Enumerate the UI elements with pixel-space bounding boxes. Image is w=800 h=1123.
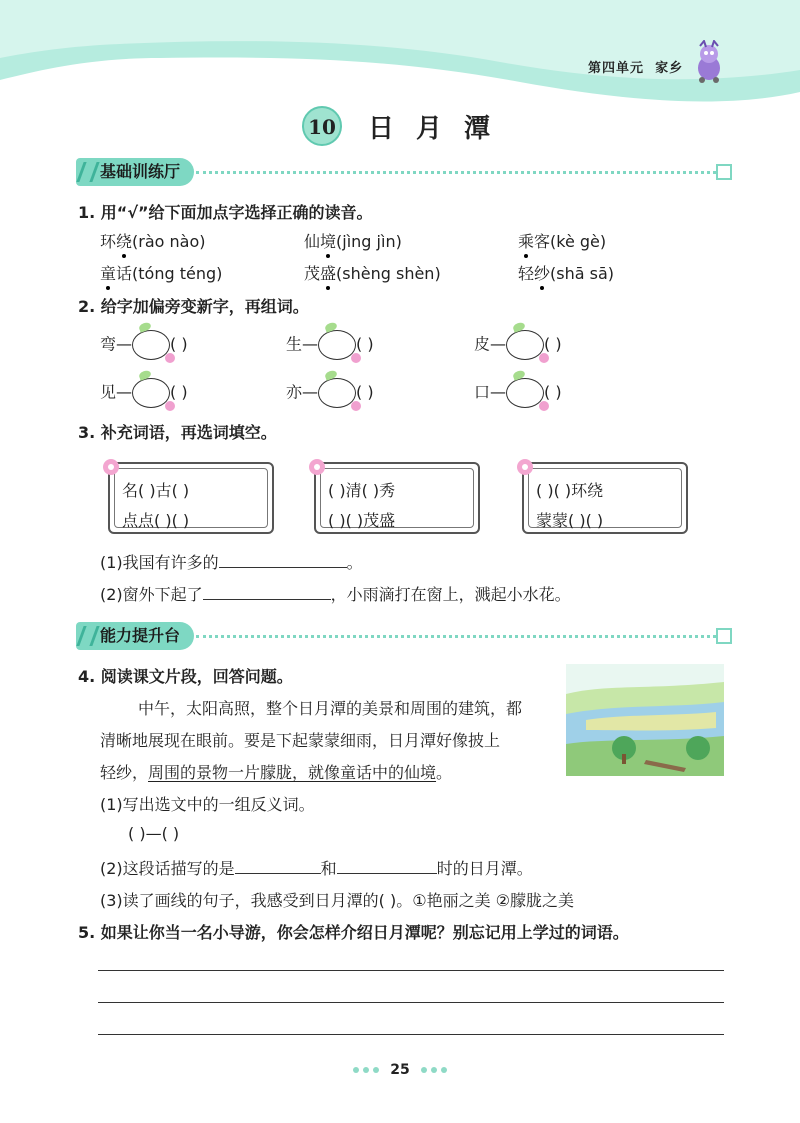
dotted-char: 纱: [534, 261, 550, 284]
passage-line: 轻纱，周围的景物一片朦胧，就像童话中的仙境。: [100, 763, 453, 782]
unit-topic: 家乡: [655, 61, 684, 76]
flower-icon: [306, 456, 328, 478]
page-number: 25: [390, 1062, 410, 1078]
word-blank[interactable]: ( ): [356, 334, 374, 354]
question-4: [78, 664, 293, 687]
section-end-marker: [716, 164, 732, 180]
question-number: 1.: [78, 203, 96, 222]
radical-item: 口— ( ): [474, 378, 562, 408]
fill-blank[interactable]: [235, 859, 321, 874]
question-prompt: 给字加偏旁变新字，再组词。: [100, 297, 309, 316]
radical-oval[interactable]: [318, 330, 356, 360]
fill-blank[interactable]: [203, 585, 331, 600]
sub-question-2: (2)这段话描写的是 和 时的日月潭。: [100, 859, 533, 878]
radical-item: 见— ( ): [100, 378, 188, 408]
question-prompt: 用“√”给下面加点字选择正确的读音。: [100, 203, 373, 222]
word-card: [108, 462, 274, 534]
word-card: [522, 462, 688, 534]
pinyin-item: 环绕(rào nào): [100, 229, 206, 252]
antonym-blank[interactable]: ( )—( ): [128, 824, 180, 843]
flower-icon: [514, 456, 536, 478]
question-1: [78, 200, 373, 223]
pinyin-item: 乘客(kè gè): [518, 229, 606, 252]
question-prompt: 阅读课文片段，回答问题。: [100, 667, 293, 686]
question-5: [78, 920, 629, 943]
pinyin-options[interactable]: (shèng shèn): [336, 264, 441, 283]
card-line[interactable]: ( )清( )秀: [328, 481, 396, 500]
writing-line[interactable]: [98, 970, 724, 971]
dotted-char: 童: [100, 261, 116, 284]
lake-scene-illustration: [566, 664, 724, 776]
writing-line[interactable]: [98, 1034, 724, 1035]
section-divider: [196, 171, 716, 174]
card-line[interactable]: ( )( )环绕: [536, 481, 604, 500]
radical-item: 亦— ( ): [286, 378, 374, 408]
pinyin-options[interactable]: (shā sā): [550, 264, 615, 283]
dotted-char: 境: [320, 229, 336, 252]
question-number: 5.: [78, 923, 96, 942]
sub-question-3[interactable]: (3)读了画线的句子，我感受到日月潭的( )。①艳丽之美 ②朦胧之美: [100, 891, 575, 910]
card-line[interactable]: ( )( )茂盛: [328, 511, 396, 530]
word-blank[interactable]: ( ): [544, 334, 562, 354]
sub-question-1: (1)写出选文中的一组反义词。: [100, 795, 315, 814]
section-divider: [196, 635, 716, 638]
word-card: [314, 462, 480, 534]
dotted-char: 盛: [320, 261, 336, 284]
radical-oval[interactable]: [132, 330, 170, 360]
card-line[interactable]: 点点( )( ): [122, 511, 190, 530]
unit-number: 第四单元: [588, 61, 645, 76]
word-blank[interactable]: ( ): [170, 334, 188, 354]
unit-label: [588, 57, 683, 76]
page-footer: [0, 1062, 800, 1078]
lesson-title: 日月潭: [368, 114, 513, 144]
radical-oval[interactable]: [318, 378, 356, 408]
section-header-advanced: [76, 622, 726, 652]
writing-line[interactable]: [98, 1002, 724, 1003]
question-prompt: 补充词语，再选词填空。: [100, 423, 277, 442]
lesson-number: 10: [302, 106, 342, 146]
pinyin-item: 轻纱(shā sā): [518, 261, 614, 284]
pinyin-options[interactable]: (rào nào): [132, 232, 206, 251]
question-number: 4.: [78, 667, 96, 686]
dotted-char: 乘: [518, 229, 534, 252]
pinyin-options[interactable]: (tóng téng): [132, 264, 223, 283]
flower-icon: [100, 456, 122, 478]
pinyin-item: 茂盛(shèng shèn): [304, 261, 441, 284]
fill-sentence-2: (2)窗外下起了 ，小雨滴打在窗上，溅起小水花。: [100, 585, 571, 604]
radical-oval[interactable]: [132, 378, 170, 408]
radical-item: 皮— ( ): [474, 330, 562, 360]
section-header-basic: [76, 158, 726, 188]
word-blank[interactable]: ( ): [356, 382, 374, 402]
pinyin-item: 童话(tóng téng): [100, 261, 222, 284]
question-number: 2.: [78, 297, 96, 316]
underlined-sentence: 周围的景物一片朦胧，就像童话中的仙境: [148, 763, 437, 782]
question-3: [78, 420, 277, 443]
section-label: 基础训练厅: [76, 158, 194, 186]
radical-oval[interactable]: [506, 330, 544, 360]
passage-line: 中午，太阳高照，整个日月潭的美景和周围的建筑，都: [138, 699, 523, 718]
question-2: [78, 294, 309, 317]
pinyin-options[interactable]: (kè gè): [550, 232, 607, 251]
section-end-marker: [716, 628, 732, 644]
question-prompt: 如果让你当一名小导游，你会怎样介绍日月潭呢？别忘记用上学过的词语。: [100, 923, 629, 942]
card-line[interactable]: 名( )古( ): [122, 481, 190, 500]
dotted-char: 绕: [116, 229, 132, 252]
header-wave-banner: [0, 0, 800, 110]
question-number: 3.: [78, 423, 96, 442]
radical-item: 弯— ( ): [100, 330, 188, 360]
mascot-icon: [692, 40, 726, 84]
pinyin-item: 仙境(jìng jìn): [304, 229, 402, 252]
fill-blank[interactable]: [219, 553, 347, 568]
fill-sentence-1: (1)我国有许多的 。: [100, 553, 363, 572]
radical-item: 生— ( ): [286, 330, 374, 360]
word-blank[interactable]: ( ): [544, 382, 562, 402]
card-line[interactable]: 蒙蒙( )( ): [536, 511, 604, 530]
radical-oval[interactable]: [506, 378, 544, 408]
word-blank[interactable]: ( ): [170, 382, 188, 402]
passage-line: 清晰地展现在眼前。要是下起蒙蒙细雨，日月潭好像披上: [100, 731, 501, 750]
pinyin-options[interactable]: (jìng jìn): [336, 232, 402, 251]
fill-blank[interactable]: [337, 859, 437, 874]
section-label: 能力提升台: [76, 622, 194, 650]
